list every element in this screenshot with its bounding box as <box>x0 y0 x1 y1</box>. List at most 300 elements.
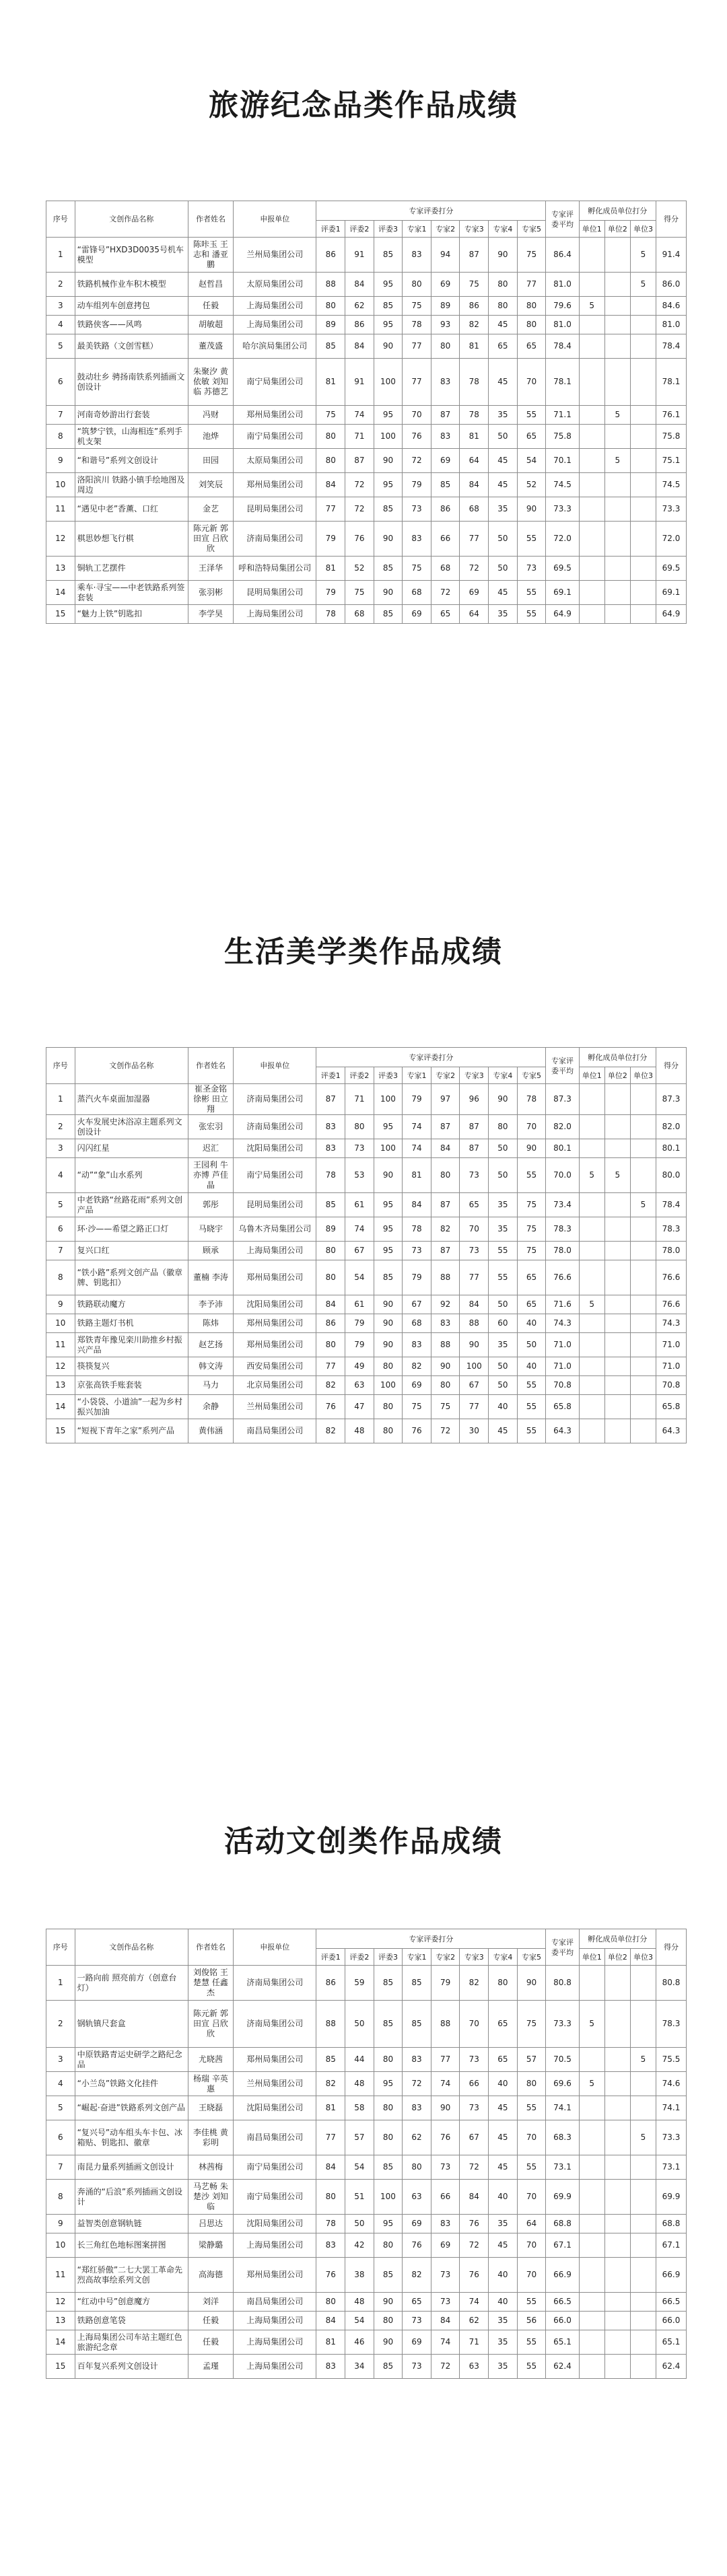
cell-incub-score <box>630 425 656 449</box>
cell-work-name: “铁小路”系列文创产品（徽章牌、钥匙扣） <box>75 1260 188 1295</box>
cell-work-name: 中原铁路青运史研学之路纪念品 <box>75 2048 188 2072</box>
cell-total: 65.1 <box>656 2330 687 2355</box>
cell-author: 田园 <box>188 449 233 473</box>
cell-expert-score: 45 <box>489 2155 518 2180</box>
cell-incub-score <box>604 359 630 406</box>
cell-work-name: 一路向前 照亮前方（创意台灯） <box>75 1966 188 2001</box>
cell-expert-score: 90 <box>489 1084 518 1115</box>
cell-avg: 75.8 <box>546 425 579 449</box>
cell-expert-score: 96 <box>460 1084 489 1115</box>
header-total: 得分 <box>656 201 687 238</box>
header-name: 文创作品名称 <box>75 201 188 238</box>
cell-expert-score: 50 <box>489 1376 518 1395</box>
cell-expert-score: 72 <box>431 2355 460 2379</box>
cell-seq: 12 <box>46 2293 75 2312</box>
cell-expert-score: 69 <box>403 1376 431 1395</box>
cell-work-name: 中老铁路“丝路花雨”系列文创产品 <box>75 1193 188 1217</box>
cell-total: 71.0 <box>656 1333 687 1357</box>
cell-work-name: “魅力上铁”钥匙扣 <box>75 605 188 624</box>
cell-expert-score: 50 <box>489 425 518 449</box>
cell-expert-score: 71 <box>345 1084 374 1115</box>
cell-expert-score: 40 <box>489 1395 518 1419</box>
cell-work-name: 闪闪红星 <box>75 1139 188 1158</box>
cell-expert-score: 70 <box>517 2120 546 2155</box>
table-row <box>46 359 687 406</box>
cell-expert-score: 65 <box>431 605 460 624</box>
cell-unit: 南宁局集团公司 <box>234 425 316 449</box>
cell-author: 李学昊 <box>188 605 233 624</box>
cell-expert-score: 80 <box>431 1158 460 1193</box>
cell-seq: 10 <box>46 1314 75 1333</box>
cell-avg: 74.5 <box>546 473 579 497</box>
header-expert: 评委1 <box>316 221 345 238</box>
cell-expert-score: 73 <box>460 1158 489 1193</box>
cell-expert-score: 68 <box>403 581 431 605</box>
cell-author: 吕思达 <box>188 2215 233 2233</box>
cell-expert-score: 57 <box>517 2048 546 2072</box>
cell-avg: 73.4 <box>546 1193 579 1217</box>
cell-expert-score: 76 <box>431 2120 460 2155</box>
cell-expert-score: 50 <box>489 1295 518 1314</box>
cell-incub-score <box>604 2155 630 2180</box>
cell-unit: 兰州局集团公司 <box>234 2072 316 2096</box>
cell-expert-score: 90 <box>374 334 403 359</box>
cell-expert-score: 80 <box>316 2180 345 2215</box>
cell-expert-score: 54 <box>345 1260 374 1295</box>
cell-unit: 南宁局集团公司 <box>234 359 316 406</box>
cell-author: 董茂盛 <box>188 334 233 359</box>
cell-expert-score: 100 <box>374 1139 403 1158</box>
cell-incub-score <box>604 1193 630 1217</box>
cell-incub-score <box>579 2155 604 2180</box>
cell-expert-score: 82 <box>316 1376 345 1395</box>
cell-incub-score <box>579 1242 604 1260</box>
cell-work-name: 洛阳滨川 铁路小镇手绘地图及周边 <box>75 473 188 497</box>
cell-expert-score: 71 <box>345 425 374 449</box>
cell-incub-score <box>630 605 656 624</box>
cell-expert-score: 86 <box>316 1314 345 1333</box>
cell-unit: 沈阳局集团公司 <box>234 2096 316 2120</box>
cell-seq: 1 <box>46 1966 75 2001</box>
cell-incub-score <box>630 557 656 581</box>
cell-avg: 66.5 <box>546 2293 579 2312</box>
cell-incub-score: 5 <box>604 406 630 425</box>
cell-work-name: 鼓动壮乡 骋扬南铁系列插画文创设计 <box>75 359 188 406</box>
cell-seq: 8 <box>46 2180 75 2215</box>
cell-incub-score <box>630 2330 656 2355</box>
cell-author: 马艺畅 朱楚沙 刘知临 <box>188 2180 233 2215</box>
cell-avg: 78.3 <box>546 1217 579 1242</box>
cell-expert-score: 83 <box>316 1139 345 1158</box>
cell-expert-score: 72 <box>403 2072 431 2096</box>
cell-seq: 15 <box>46 1419 75 1443</box>
cell-seq: 13 <box>46 557 75 581</box>
cell-expert-score: 74 <box>403 1139 431 1158</box>
cell-work-name: “小袋袋、小道油”一起为乡村振兴加油 <box>75 1395 188 1419</box>
table-row <box>46 2001 687 2048</box>
table-row <box>46 2096 687 2120</box>
cell-unit: 郑州局集团公司 <box>234 473 316 497</box>
cell-expert-score: 54 <box>345 2155 374 2180</box>
cell-incub-score <box>579 449 604 473</box>
cell-incub-score <box>579 1333 604 1357</box>
cell-incub-score <box>604 1419 630 1443</box>
cell-expert-score: 55 <box>517 2293 546 2312</box>
cell-expert-score: 100 <box>374 1084 403 1115</box>
cell-incub-score <box>630 1376 656 1395</box>
cell-work-name: “崛起·奋进”铁路系列文创产品 <box>75 2096 188 2120</box>
header-incub-group: 孵化成员单位打分 <box>579 201 656 221</box>
cell-total: 78.3 <box>656 1217 687 1242</box>
cell-expert-score: 70 <box>517 359 546 406</box>
cell-expert-score: 75 <box>517 2001 546 2048</box>
cell-seq: 8 <box>46 425 75 449</box>
cell-expert-score: 85 <box>374 605 403 624</box>
cell-expert-score: 87 <box>431 1242 460 1260</box>
cell-incub-score <box>630 473 656 497</box>
cell-expert-score: 84 <box>460 473 489 497</box>
cell-expert-score: 47 <box>345 1395 374 1419</box>
cell-total: 73.3 <box>656 2120 687 2155</box>
cell-incub-score <box>604 1357 630 1376</box>
cell-expert-score: 49 <box>345 1357 374 1376</box>
cell-incub-score <box>604 581 630 605</box>
cell-author: 黄伟涵 <box>188 1419 233 1443</box>
cell-expert-score: 92 <box>431 1295 460 1314</box>
cell-total: 69.1 <box>656 581 687 605</box>
cell-expert-score: 80 <box>374 2312 403 2330</box>
cell-work-name: 奔涌的“后浪”系列插画文创设计 <box>75 2180 188 2215</box>
cell-expert-score: 74 <box>431 2330 460 2355</box>
cell-expert-score: 46 <box>345 2330 374 2355</box>
cell-expert-score: 68 <box>460 497 489 522</box>
table-row <box>46 238 687 273</box>
cell-work-name: 铁路联动魔方 <box>75 1295 188 1314</box>
cell-expert-score: 80 <box>316 1242 345 1260</box>
cell-work-name: 钢轨镇尺套盒 <box>75 2001 188 2048</box>
table-row <box>46 273 687 297</box>
cell-total: 80.1 <box>656 1139 687 1158</box>
cell-avg: 62.4 <box>546 2355 579 2379</box>
cell-author: 陈炜 <box>188 1314 233 1333</box>
cell-seq: 13 <box>46 2312 75 2330</box>
cell-incub-score <box>604 497 630 522</box>
cell-seq: 9 <box>46 449 75 473</box>
header-incub-unit: 单位3 <box>630 1949 656 1966</box>
cell-expert-score: 55 <box>517 522 546 557</box>
cell-expert-score: 72 <box>431 581 460 605</box>
cell-incub-score: 5 <box>579 1295 604 1314</box>
cell-expert-score: 35 <box>489 1217 518 1242</box>
cell-expert-score: 95 <box>374 473 403 497</box>
cell-expert-score: 87 <box>345 449 374 473</box>
cell-expert-score: 81 <box>403 1158 431 1193</box>
cell-expert-score: 80 <box>489 273 518 297</box>
cell-expert-score: 40 <box>489 2180 518 2215</box>
cell-expert-score: 90 <box>374 1158 403 1193</box>
cell-expert-score: 45 <box>489 449 518 473</box>
cell-incub-score <box>630 316 656 334</box>
cell-unit: 上海局集团公司 <box>234 2355 316 2379</box>
cell-expert-score: 78 <box>460 359 489 406</box>
cell-author: 崔圣金铭 徐彬 田立翔 <box>188 1084 233 1115</box>
cell-incub-score <box>630 2215 656 2233</box>
cell-expert-score: 83 <box>431 2215 460 2233</box>
cell-author: 胡敏超 <box>188 316 233 334</box>
cell-expert-score: 74 <box>403 1115 431 1139</box>
cell-work-name: 长三角红色地标图案拼图 <box>75 2233 188 2258</box>
cell-total: 84.6 <box>656 297 687 316</box>
cell-incub-score <box>579 1193 604 1217</box>
cell-incub-score <box>630 1419 656 1443</box>
cell-avg: 64.3 <box>546 1419 579 1443</box>
cell-author: 高海德 <box>188 2258 233 2293</box>
cell-total: 73.3 <box>656 497 687 522</box>
cell-expert-score: 70 <box>517 2233 546 2258</box>
cell-expert-score: 85 <box>374 238 403 273</box>
cell-unit: 济南局集团公司 <box>234 1115 316 1139</box>
cell-expert-score: 76 <box>316 1395 345 1419</box>
cell-expert-score: 77 <box>403 359 431 406</box>
cell-expert-score: 85 <box>374 2001 403 2048</box>
cell-author: 王泽华 <box>188 557 233 581</box>
cell-expert-score: 68 <box>345 605 374 624</box>
cell-expert-score: 48 <box>345 2293 374 2312</box>
cell-incub-score <box>630 1260 656 1295</box>
cell-expert-score: 42 <box>345 2233 374 2258</box>
table-row <box>46 1333 687 1357</box>
cell-work-name: “遇见中老”香薰、口红 <box>75 497 188 522</box>
cell-total: 66.5 <box>656 2293 687 2312</box>
cell-expert-score: 65 <box>517 1260 546 1295</box>
cell-incub-score <box>579 1084 604 1115</box>
cell-expert-score: 84 <box>345 273 374 297</box>
cell-expert-score: 35 <box>489 605 518 624</box>
cell-seq: 5 <box>46 334 75 359</box>
cell-unit: 乌鲁木齐局集团公司 <box>234 1217 316 1242</box>
cell-incub-score: 5 <box>630 273 656 297</box>
cell-incub-score <box>579 359 604 406</box>
cell-total: 82.0 <box>656 1115 687 1139</box>
cell-expert-score: 82 <box>316 1419 345 1443</box>
cell-expert-score: 81 <box>316 2330 345 2355</box>
cell-expert-score: 76 <box>460 2215 489 2233</box>
cell-expert-score: 34 <box>345 2355 374 2379</box>
cell-total: 74.5 <box>656 473 687 497</box>
cell-work-name: 上海局集团公司车站主题红色旅游纪念章 <box>75 2330 188 2355</box>
table-row <box>46 1193 687 1217</box>
cell-work-name: “雷锋号”HXD3D0035号机车模型 <box>75 238 188 273</box>
cell-incub-score <box>579 2233 604 2258</box>
cell-total: 86.0 <box>656 273 687 297</box>
cell-incub-score: 5 <box>604 1158 630 1193</box>
cell-incub-score <box>579 2312 604 2330</box>
cell-expert-score: 77 <box>460 1260 489 1295</box>
header-expert: 评委1 <box>316 1067 345 1084</box>
header-author: 作者姓名 <box>188 1048 233 1084</box>
cell-seq: 2 <box>46 273 75 297</box>
table-row <box>46 473 687 497</box>
header-expert-group: 专家评委打分 <box>316 201 546 221</box>
header-unit: 申报单位 <box>234 1048 316 1084</box>
cell-expert-score: 35 <box>489 406 518 425</box>
cell-expert-score: 89 <box>431 297 460 316</box>
cell-expert-score: 77 <box>517 273 546 297</box>
cell-unit: 南昌局集团公司 <box>234 2293 316 2312</box>
header-total: 得分 <box>656 1048 687 1084</box>
cell-expert-score: 90 <box>374 581 403 605</box>
cell-expert-score: 80 <box>345 1115 374 1139</box>
cell-total: 62.4 <box>656 2355 687 2379</box>
table-row <box>46 581 687 605</box>
cell-expert-score: 85 <box>374 497 403 522</box>
table-row <box>46 1314 687 1333</box>
cell-incub-score <box>579 2258 604 2293</box>
cell-avg: 81.0 <box>546 316 579 334</box>
cell-expert-score: 89 <box>316 316 345 334</box>
cell-expert-score: 90 <box>374 1295 403 1314</box>
table-row <box>46 2155 687 2180</box>
cell-total: 78.0 <box>656 1242 687 1260</box>
cell-unit: 上海局集团公司 <box>234 316 316 334</box>
cell-incub-score <box>630 2258 656 2293</box>
cell-expert-score: 55 <box>489 1242 518 1260</box>
cell-expert-score: 63 <box>345 1376 374 1395</box>
header-expert: 专家2 <box>431 1067 460 1084</box>
header-expert: 评委2 <box>345 221 374 238</box>
cell-seq: 12 <box>46 1357 75 1376</box>
cell-expert-score: 85 <box>316 334 345 359</box>
header-expert-group: 专家评委打分 <box>316 1048 546 1067</box>
cell-expert-score: 90 <box>489 238 518 273</box>
cell-expert-score: 87 <box>460 238 489 273</box>
cell-incub-score <box>604 316 630 334</box>
cell-avg: 70.0 <box>546 1158 579 1193</box>
cell-expert-score: 91 <box>345 238 374 273</box>
cell-author: 陈元新 郭田宣 吕欣欣 <box>188 522 233 557</box>
cell-seq: 9 <box>46 2215 75 2233</box>
cell-expert-score: 76 <box>316 2258 345 2293</box>
cell-expert-score: 30 <box>460 1419 489 1443</box>
cell-expert-score: 85 <box>403 1966 431 2001</box>
cell-expert-score: 78 <box>517 1084 546 1115</box>
cell-total: 76.6 <box>656 1295 687 1314</box>
cell-incub-score <box>579 425 604 449</box>
cell-incub-score <box>604 2120 630 2155</box>
cell-incub-score <box>604 1333 630 1357</box>
table-row <box>46 1419 687 1443</box>
cell-avg: 73.3 <box>546 2001 579 2048</box>
cell-incub-score <box>630 1395 656 1419</box>
cell-author: 余静 <box>188 1395 233 1419</box>
cell-unit: 北京局集团公司 <box>234 1376 316 1395</box>
cell-incub-score <box>604 473 630 497</box>
cell-unit: 上海局集团公司 <box>234 2312 316 2330</box>
cell-incub-score <box>630 581 656 605</box>
cell-work-name: 益智类创意钢轨链 <box>75 2215 188 2233</box>
cell-expert-score: 73 <box>403 2312 431 2330</box>
cell-unit: 济南局集团公司 <box>234 522 316 557</box>
cell-expert-score: 78 <box>460 406 489 425</box>
cell-incub-score: 5 <box>579 1158 604 1193</box>
cell-work-name: 铁路侠客——风鸣 <box>75 316 188 334</box>
cell-expert-score: 70 <box>460 1217 489 1242</box>
cell-expert-score: 87 <box>431 1115 460 1139</box>
cell-seq: 7 <box>46 2155 75 2180</box>
cell-expert-score: 75 <box>517 1217 546 1242</box>
cell-expert-score: 55 <box>517 406 546 425</box>
cell-seq: 7 <box>46 406 75 425</box>
cell-incub-score <box>630 1217 656 1242</box>
cell-expert-score: 50 <box>489 1357 518 1376</box>
cell-unit: 沈阳局集团公司 <box>234 1295 316 1314</box>
cell-avg: 64.9 <box>546 605 579 624</box>
cell-work-name: “小兰岛”铁路文化挂件 <box>75 2072 188 2096</box>
header-expert: 评委2 <box>345 1949 374 1966</box>
cell-expert-score: 95 <box>374 316 403 334</box>
cell-expert-score: 84 <box>431 2312 460 2330</box>
cell-seq: 14 <box>46 581 75 605</box>
cell-unit: 兰州局集团公司 <box>234 1395 316 1419</box>
cell-expert-score: 77 <box>460 1395 489 1419</box>
cell-incub-score <box>579 1395 604 1419</box>
cell-avg: 68.3 <box>546 2120 579 2155</box>
cell-incub-score <box>604 557 630 581</box>
cell-expert-score: 55 <box>517 1419 546 1443</box>
cell-author: 杨瑞 辛英惠 <box>188 2072 233 2096</box>
cell-expert-score: 74 <box>460 2293 489 2312</box>
cell-work-name: 乘车·寻宝——中老铁路系列签套装 <box>75 581 188 605</box>
cell-incub-score <box>579 581 604 605</box>
header-incub-unit: 单位1 <box>579 1949 604 1966</box>
table-row <box>46 2258 687 2293</box>
header-incub-unit: 单位2 <box>604 221 630 238</box>
cell-expert-score: 63 <box>460 2355 489 2379</box>
cell-expert-score: 90 <box>460 1333 489 1357</box>
cell-expert-score: 83 <box>316 1115 345 1139</box>
cell-incub-score <box>604 1242 630 1260</box>
cell-unit: 上海局集团公司 <box>234 605 316 624</box>
header-expert: 评委3 <box>374 1067 403 1084</box>
cell-expert-score: 55 <box>517 2355 546 2379</box>
cell-expert-score: 80 <box>316 425 345 449</box>
cell-avg: 71.0 <box>546 1333 579 1357</box>
cell-expert-score: 81 <box>316 359 345 406</box>
cell-expert-score: 88 <box>316 2001 345 2048</box>
cell-avg: 68.8 <box>546 2215 579 2233</box>
cell-author: 梁静璐 <box>188 2233 233 2258</box>
cell-expert-score: 81 <box>316 557 345 581</box>
cell-author: 任毅 <box>188 2330 233 2355</box>
cell-work-name: “筑梦宁铁，山海相连”系列手机支架 <box>75 425 188 449</box>
cell-incub-score <box>579 238 604 273</box>
cell-expert-score: 80 <box>374 1395 403 1419</box>
cell-expert-score: 84 <box>316 2312 345 2330</box>
cell-incub-score <box>604 2180 630 2215</box>
cell-expert-score: 79 <box>316 581 345 605</box>
cell-expert-score: 85 <box>431 473 460 497</box>
cell-expert-score: 70 <box>460 2001 489 2048</box>
cell-expert-score: 80 <box>316 1333 345 1357</box>
cell-expert-score: 69 <box>403 2330 431 2355</box>
cell-expert-score: 83 <box>403 1333 431 1357</box>
cell-expert-score: 70 <box>517 2180 546 2215</box>
header-total: 得分 <box>656 1929 687 1966</box>
header-expert: 专家4 <box>489 1067 518 1084</box>
cell-total: 66.9 <box>656 2258 687 2293</box>
cell-expert-score: 55 <box>517 605 546 624</box>
cell-total: 75.1 <box>656 449 687 473</box>
